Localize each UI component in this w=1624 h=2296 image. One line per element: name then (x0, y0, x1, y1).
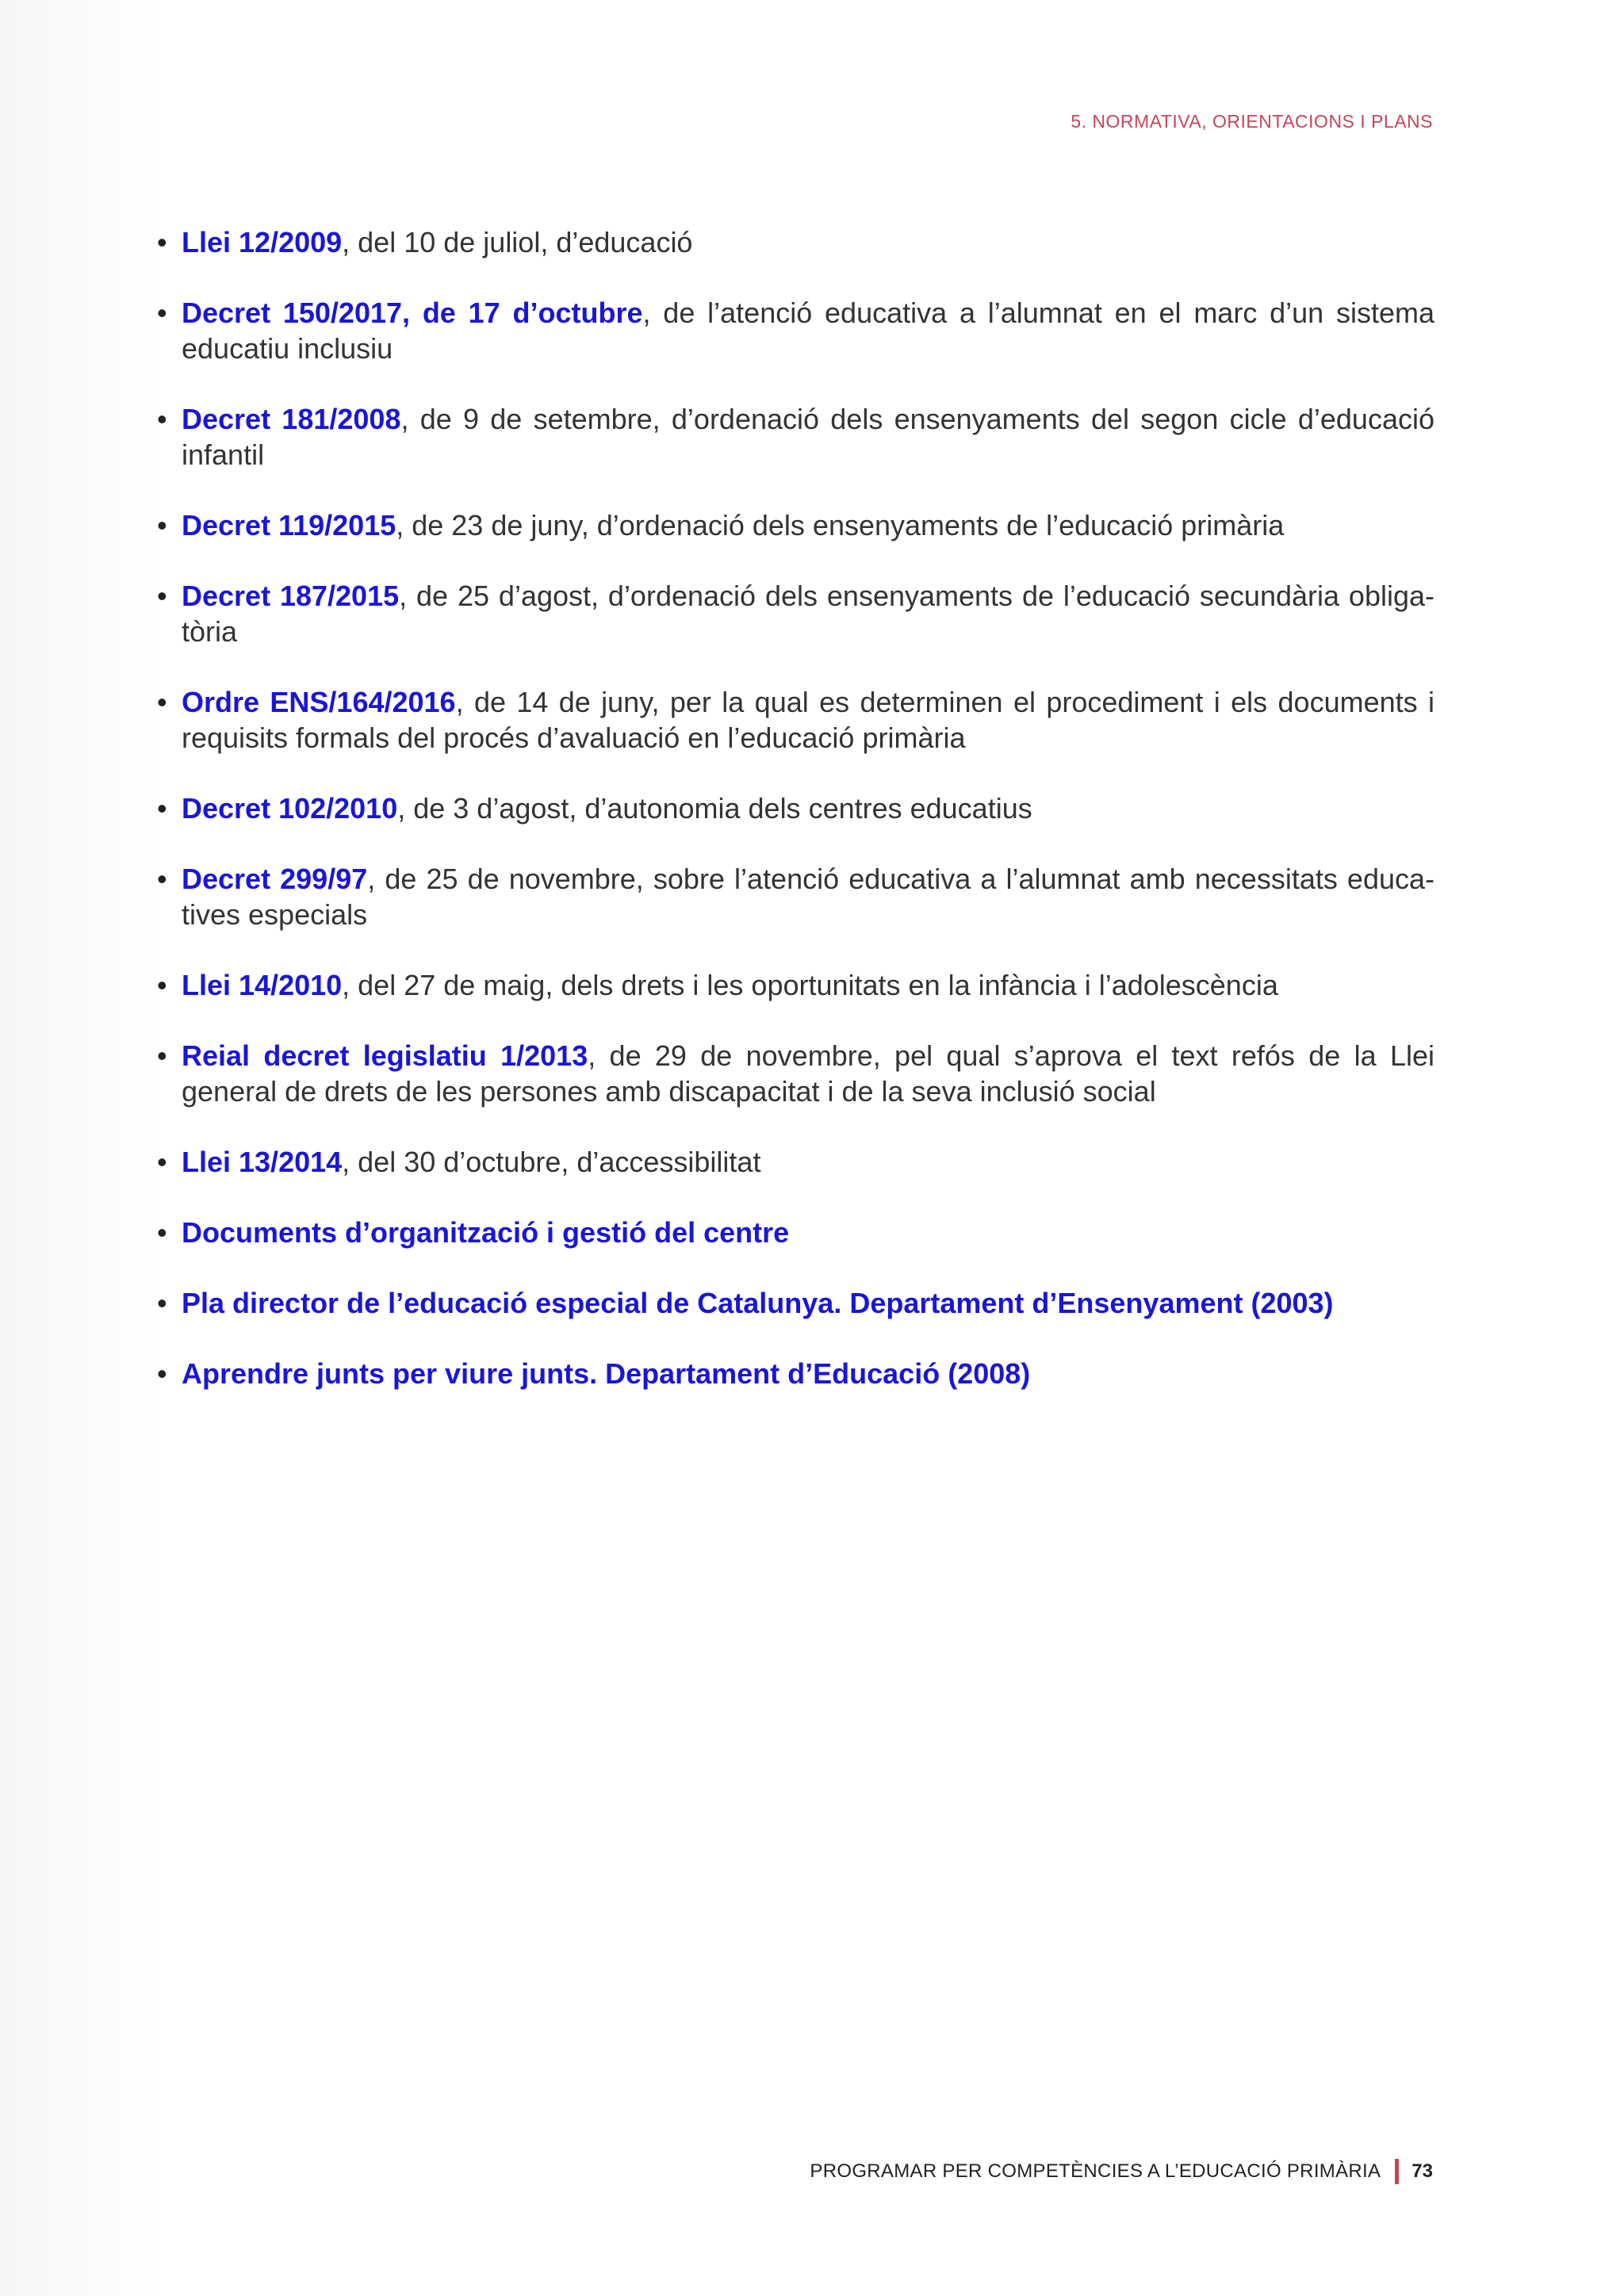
reference-link[interactable]: Decret 181/2008 (182, 403, 401, 435)
footer-divider (1395, 2159, 1399, 2184)
reference-description: , de 25 de novembre, sobre l’atenció educativa a l’alumnat amb necessitats educatives especials (182, 863, 1435, 931)
list-item (155, 967, 1434, 1003)
reference-description: , de 9 de setembre, d’ordenació dels ensenyaments del segon cicle d’educació infantil (182, 403, 1434, 471)
list-item (155, 1038, 1434, 1109)
bullet-icon: • (157, 226, 167, 258)
list-item (155, 790, 1434, 826)
bullet-icon: • (157, 969, 167, 1001)
page-footer (810, 2159, 1433, 2184)
reference-link[interactable]: Decret 299/97 (182, 863, 368, 895)
list-item (155, 1285, 1434, 1321)
list-item (155, 295, 1434, 366)
reference-link[interactable]: Documents d’organització i gestió del centre (182, 1216, 790, 1249)
reference-description: , de 23 de juny, d’ordenació dels ensenyaments de l’educació primària (396, 509, 1285, 541)
references-list (155, 224, 1434, 1426)
reference-link[interactable]: Reial decret legislatiu 1/2013 (182, 1039, 588, 1072)
list-item (155, 578, 1434, 649)
bullet-icon: • (157, 1287, 167, 1319)
list-item (155, 401, 1434, 473)
reference-link[interactable]: Decret 187/2015 (182, 580, 400, 612)
reference-description: , del 10 de juliol, d’educació (342, 226, 693, 258)
list-item (155, 1215, 1434, 1250)
bullet-icon: • (157, 863, 167, 895)
list-item (155, 1144, 1434, 1180)
list-item (155, 861, 1434, 932)
reference-description: , de l’atenció educativa a l’alumnat en el marc d’un sistema educatiu inclusiu (182, 297, 1435, 365)
reference-link[interactable]: Decret 119/2015 (182, 509, 396, 541)
reference-description: , del 30 d’octubre, d’accessibilitat (342, 1146, 761, 1178)
bullet-icon: • (157, 509, 167, 541)
list-item (155, 684, 1434, 756)
list-item (155, 224, 1434, 260)
reference-description: , del 27 de maig, dels drets i les oportunitats en la infància i l’adolescència (342, 969, 1278, 1001)
list-item (155, 1356, 1434, 1391)
reference-description: , de 14 de juny, per la qual es determinen el procediment i els documents i requisits formals del procés d’avaluació en l’educació primària (182, 686, 1434, 754)
bullet-icon: • (157, 1357, 167, 1390)
reference-link[interactable]: Aprendre junts per viure junts. Departament d’Educació (2008) (182, 1357, 1031, 1390)
bullet-icon: • (157, 297, 167, 329)
reference-link[interactable]: Llei 14/2010 (182, 969, 343, 1001)
running-header: 5. NORMATIVA, ORIENTACIONS I PLANS (1071, 111, 1433, 132)
bullet-icon: • (157, 580, 167, 612)
reference-link[interactable]: Pla director de l’educació especial de Catalunya. Departament d’Ensenyament (2003) (182, 1287, 1334, 1319)
reference-link[interactable]: Llei 12/2009 (182, 226, 343, 258)
bullet-icon: • (157, 1216, 167, 1249)
footer-title: PROGRAMAR PER COMPETÈNCIES A L’EDUCACIÓ PRIMÀRIA (810, 2160, 1381, 2182)
bullet-icon: • (157, 403, 167, 435)
bullet-icon: • (157, 792, 167, 825)
bullet-icon: • (157, 686, 167, 718)
reference-link[interactable]: Llei 13/2014 (182, 1146, 343, 1178)
reference-description: , de 3 d’agost, d’autonomia dels centres educatius (397, 792, 1032, 825)
bullet-icon: • (157, 1039, 167, 1072)
reference-description: , de 29 de novembre, pel qual s’aprova el text refós de la Llei general de drets de les persones amb discapacitat i de la seva inclusió social (182, 1039, 1434, 1108)
reference-description: , de 25 d’agost, d’ordenació dels ensenyaments de l’educació secundària obligatòria (182, 580, 1434, 648)
reference-link[interactable]: Decret 102/2010 (182, 792, 398, 825)
list-item (155, 507, 1434, 543)
page-edge-shading (0, 0, 159, 2296)
reference-link[interactable]: Decret 150/2017, de 17 d’octubre (182, 297, 643, 329)
page-number: 73 (1411, 2160, 1433, 2182)
reference-link[interactable]: Ordre ENS/164/2016 (182, 686, 456, 718)
bullet-icon: • (157, 1146, 167, 1178)
